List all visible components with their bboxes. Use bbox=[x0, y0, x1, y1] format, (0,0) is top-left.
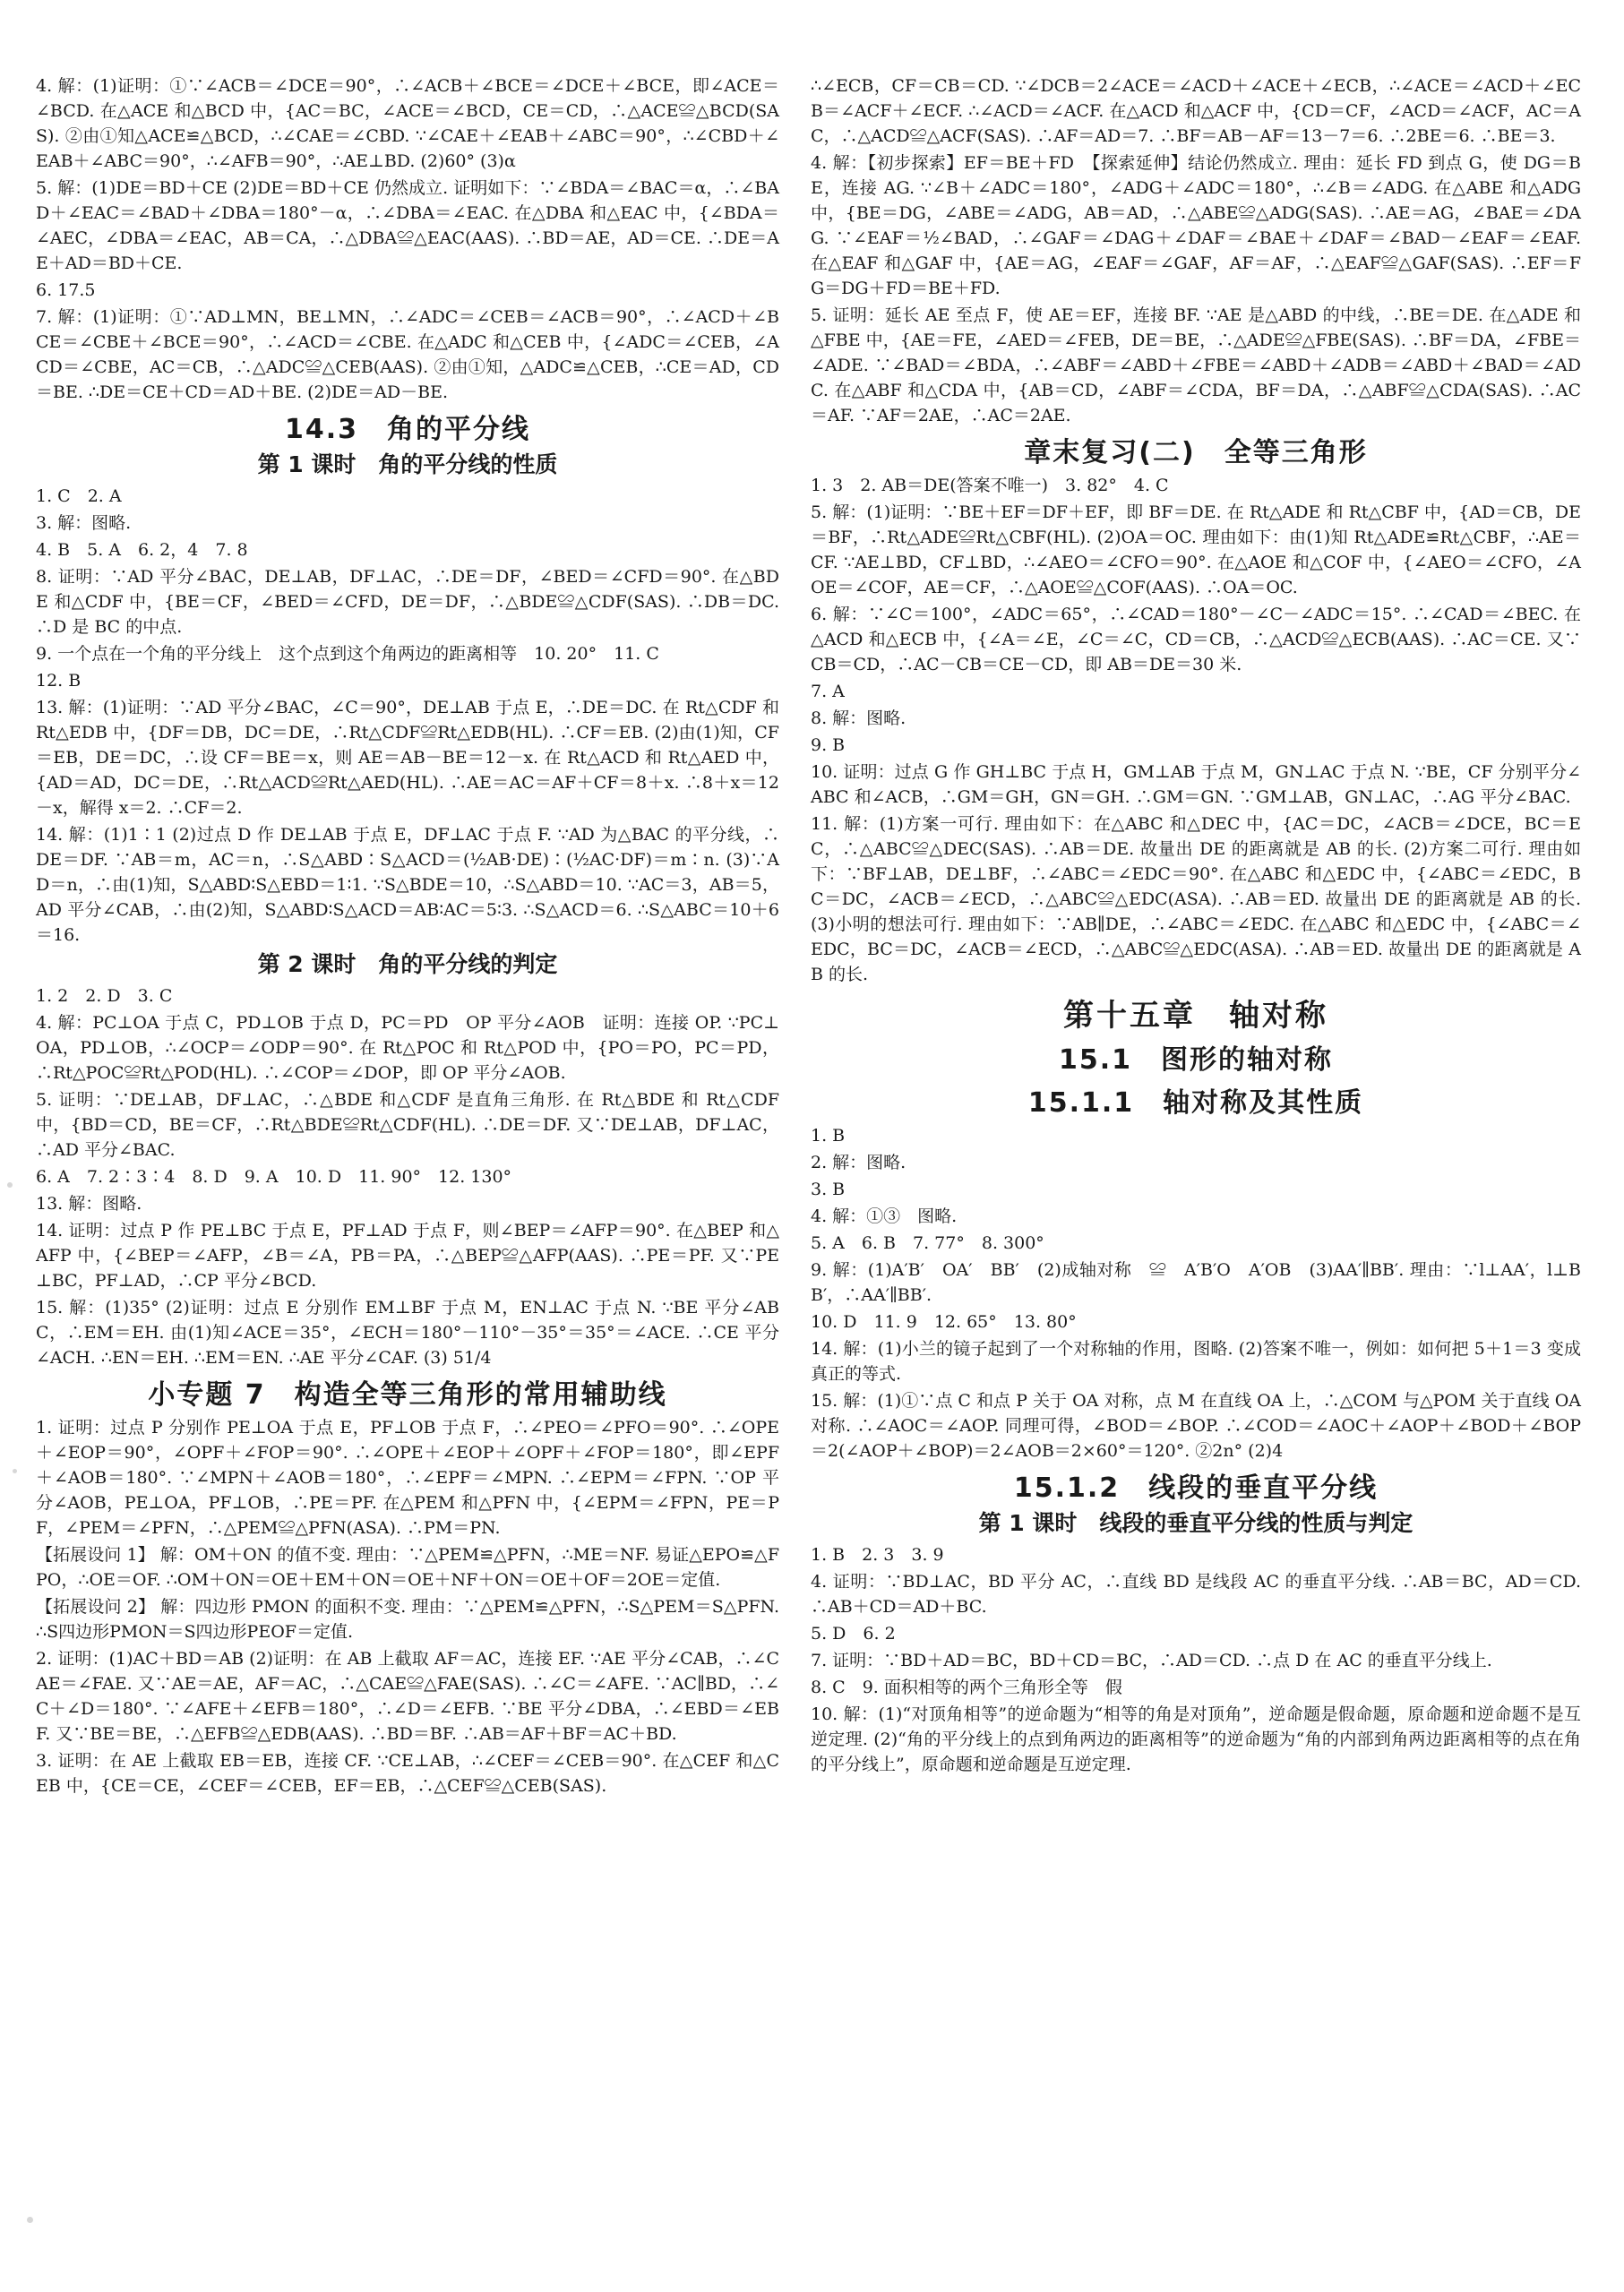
answer-entry: 5. 证明：∵DE⊥AB，DF⊥AC，∴△BDE 和△CDF 是直角三角形. 在 Rt△BDE 和 Rt△CDF 中，{BD＝CD，BE＝CF，∴Rt△BDE≌Rt△CDF(HL). ∴DE＝DF. 又∵DE⊥AB，DF⊥AC，∴AD 平分∠BAC. bbox=[36, 1090, 786, 1160]
answer-entry: 10. 解：(1)“对顶角相等”的逆命题为“相等的角是对顶角”，逆命题是假命题，原命题和逆命题不是互逆定理. (2)“角的平分线上的点到角两边的距离相等”的逆命题为“角的内部到角两边距离相等的点在角的平分线上”，原命题和逆命题是互逆定理. bbox=[811, 1704, 1581, 1774]
answer-entry: 5. 证明：延长 AE 至点 F，使 AE＝EF，连接 BF. ∵AE 是△ABD 的中线，∴BE＝DE. 在△ADE 和△FBE 中，{AE＝FE，∠AED＝∠FEB，DE＝BE，∴△ADE≌△FBE(SAS). ∴BF＝DA，∠FBE＝∠ADE. ∵∠BAD＝∠BDA，∴∠ABF＝∠ABD＋∠FBE＝∠ABD＋∠ADB＝∠ABD＋∠BAD＝∠ADC. 在△ABF 和△CDA 中，{AB＝CD，∠ABF＝∠CDA，BF＝DA，∴△ABF≌△CDA(SAS). ∴AC＝AF. ∵AF＝2AE，∴AC＝2AE. bbox=[811, 305, 1581, 425]
answer-entry: 7. 证明：∵BD＋AD＝BC，BD＋CD＝BC，∴AD＝CD. ∴点 D 在 AC 的垂直平分线上. bbox=[811, 1651, 1492, 1670]
answer-entry: 13. 解：(1)证明：∵AD 平分∠BAC，∠C＝90°，DE⊥AB 于点 E，∴DE＝DC. 在 Rt△CDF 和 Rt△EDB 中，{DF＝DB，DC＝DE，∴Rt△CDF≌Rt△EDB(HL). ∴CF＝EB. (2)由(1)知，CF＝EB，DE＝DC，∴设 CF＝BE＝x，则 AE＝AB－BE＝12－x. 在 Rt△ACD 和 Rt△AED 中，{AD＝AD，DC＝DE，∴Rt△ACD≌Rt△AED(HL). ∴AE＝AC＝AF＋CF＝8＋x. ∴8＋x＝12－x，解得 x＝2. ∴CF＝2. bbox=[36, 698, 786, 818]
section-title: 15.1 图形的轴对称 bbox=[1058, 1044, 1334, 1076]
answer-entry: 7. 解：(1)证明：①∵AD⊥MN，BE⊥MN，∴∠ADC＝∠CEB＝∠ACB＝90°，∴∠ACD＋∠BCE＝∠CBE＋∠BCE＝90°，∴∠ACD＝∠CBE. 在△ADC 和△CEB 中，{∠ADC＝∠CEB，∠ACD＝∠CBE，AC＝CB，∴△ADC≌△CEB(AAS). ②由①知，△ADC≌△CEB，∴CE＝AD，CD＝BE. ∴DE＝CE＋CD＝AD＋BE. (2)DE＝AD－BE. bbox=[36, 307, 779, 402]
section-title: 小专题 7 构造全等三角形的常用辅助线 bbox=[148, 1379, 667, 1411]
answer-entry: 5. A 6. B 7. 77° 8. 300° bbox=[811, 1233, 1044, 1253]
answer-entry: 14. 解：(1)1∶1 (2)过点 D 作 DE⊥AB 于点 E，DF⊥AC 于点 F. ∵AD 为△BAC 的平分线，∴DE＝DF. ∵AB＝m，AC＝n，∴S△ABD∶S△ACD＝(½AB·DE)∶(½AC·DF)＝m∶n. (3)∵AD＝n，∴由(1)知，S△ABD∶S△EBD＝1∶1. ∵S△BDE＝10，∴S△ABD＝10. ∵AC＝3，AB＝5，AD 平分∠CAB，∴由(2)知，S△ABD∶S△ACD＝AB∶AC＝5∶3. ∴S△ACD＝6. ∴S△ABC＝10＋6＝16. bbox=[36, 825, 779, 945]
answer-entry: 14. 解：(1)小兰的镜子起到了一个对称轴的作用，图略. (2)答案不唯一，例如：如何把 5＋1＝3 变成真正的等式. bbox=[811, 1339, 1581, 1384]
chapter-title: 第十五章 轴对称 bbox=[1063, 998, 1328, 1034]
answer-entry: 7. A bbox=[811, 682, 845, 701]
answer-entry: 8. C 9. 面积相等的两个三角形全等 假 bbox=[811, 1678, 1122, 1697]
answer-entry: 3. 解：图略. bbox=[36, 513, 132, 533]
answer-entry: 【拓展设问 2】 解：四边形 PMON 的面积不变. 理由：∵△PEM≌△PFN，∴S△PEM＝S△PFN. ∴S四边形PMON＝S四边形PEOF＝定值. bbox=[36, 1597, 786, 1642]
answer-entry: 5. 解：(1)DE＝BD＋CE (2)DE＝BD＋CE 仍然成立. 证明如下：∵∠BDA＝∠BAC＝α，∴∠BAD＋∠EAC＝∠BAD＋∠DBA＝180°－α，∴∠DBA＝∠EAC. 在△DBA 和△EAC 中，{∠BDA＝∠AEC，∠DBA＝∠EAC，AB＝CA，∴△DBA≌△EAC(AAS). ∴BD＝AE，AD＝CE. ∴DE＝AE＋AD＝BD＋CE. bbox=[36, 178, 779, 273]
answer-entry: 10. D 11. 9 12. 65° 13. 80° bbox=[811, 1312, 1077, 1332]
answer-entry: 6. 17.5 bbox=[36, 280, 96, 300]
answer-entry: 8. 证明：∵AD 平分∠BAC，DE⊥AB，DF⊥AC，∴DE＝DF，∠BED＝∠CFD＝90°. 在△BDE 和△CDF 中，{BE＝CF，∠BED＝∠CFD，DE＝DF，∴△BDE≌△CDF(SAS). ∴DB＝DC. ∴D 是 BC 的中点. bbox=[36, 567, 786, 637]
answer-entry: 11. 解：(1)方案一可行. 理由如下：在△ABC 和△DEC 中，{AC＝DC，∠ACB＝∠DCE，BC＝EC，∴△ABC≌△DEC(SAS). ∴AB＝DE. 故量出 DE 的距离就是 AB 的长. (2)方案二可行. 理由如下：∵BF⊥AB，DE⊥BF，∴∠ABC＝∠EDC＝90°. 在△ABC 和△EDC 中，{∠ABC＝∠EDC，BC＝DC，∠ACB＝∠ECD，∴△ABC≌△EDC(ASA). ∴AB＝ED. 故量出 DE 的距离就是 AB 的长. (3)小明的想法可行. 理由如下：∵AB∥DE，∴∠ABC＝∠EDC. 在△ABC 和△EDC 中，{∠ABC＝∠EDC，BC＝DC，∠ACB＝∠ECD，∴△ABC≌△EDC(ASA). ∴AB＝ED. 故量出 DE 的距离就是 AB 的长. bbox=[811, 814, 1587, 984]
section-title: 章末复习(二) 全等三角形 bbox=[1024, 437, 1368, 468]
answer-entry: 1. B 2. 3 3. 9 bbox=[811, 1545, 944, 1565]
answer-entry: 4. 解：PC⊥OA 于点 C，PD⊥OB 于点 D，PC＝PD OP 平分∠AOB 证明：连接 OP. ∵PC⊥OA，PD⊥OB，∴∠OCP＝∠ODP＝90°. 在 Rt△POC 和 Rt△POD 中，{PO＝PO，PC＝PD，∴Rt△POC≌Rt△POD(HL). ∴∠COP＝∠DOP，即 OP 平分∠AOB. bbox=[36, 1013, 779, 1083]
section-title: 15.1.1 轴对称及其性质 bbox=[1027, 1087, 1364, 1119]
answer-entry: 【拓展设问 1】 解：OM＋ON 的值不变. 理由：∵△PEM≌△PFN，∴ME＝NF. 易证△EPO≌△FPO，∴OE＝OF. ∴OM＋ON＝OE＋EM＋ON＝OE＋NF＋ON＝OE＋OF＝2OE＝定值. bbox=[36, 1545, 779, 1590]
answer-entry: 5. D 6. 2 bbox=[811, 1624, 896, 1644]
answer-entry: 3. B bbox=[811, 1180, 846, 1199]
answer-entry: 4. B 5. A 6. 2，4 7. 8 bbox=[36, 540, 248, 560]
answer-entry: 15. 解：(1)①∵点 C 和点 P 关于 OA 对称，点 M 在直线 OA 上，∴△COM 与△POM 关于直线 OA 对称. ∴∠AOC＝∠AOP. 同理可得，∠BOD＝∠BOP. ∴∠COD＝∠AOC＋∠AOP＋∠BOD＋∠BOP＝2(∠AOP＋∠BOP)＝2∠AOB＝2×60°＝120°. ②2n° (2)4 bbox=[811, 1391, 1587, 1461]
answer-entry: 1. 2 2. D 3. C bbox=[36, 986, 173, 1006]
answer-entry: 6. 解：∵∠C＝100°，∠ADC＝65°，∴∠CAD＝180°－∠C－∠ADC＝15°. ∴∠CAD＝∠BEC. 在△ACD 和△ECB 中，{∠A＝∠E，∠C＝∠C，CD＝CB，∴△ACD≌△ECB(AAS). ∴AC＝CE. 又∵CB＝CD，∴AC－CB＝CE－CD，即 AB＝DE＝30 米. bbox=[811, 605, 1581, 674]
answer-entry: ∴∠ECB，CF＝CB＝CD. ∵∠DCB＝2∠ACE＝∠ACD＋∠ACE＋∠ECB，∴∠ACE＝∠ACD＋∠ECB＝∠ACF＋∠ECF. ∴∠ACD＝∠ACF. 在△ACD 和△ACF 中，{CD＝CF，∠ACD＝∠ACF，AC＝AC，∴△ACD≌△ACF(SAS). ∴AF＝AD＝7. ∴BF＝AB－AF＝13－7＝6. ∴2BE＝6. ∴BE＝3. bbox=[811, 76, 1581, 146]
answer-entry: 2. 解：图略. bbox=[811, 1153, 907, 1172]
answer-entry: 3. 证明：在 AE 上截取 EB＝EB，连接 CF. ∵CE⊥AB，∴∠CEF＝∠CEB＝90°. 在△CEF 和△CEB 中，{CE＝CE，∠CEF＝∠CEB，EF＝EB，∴△CEF≌△CEB(SAS). bbox=[36, 1751, 779, 1796]
answer-entry: 1. 3 2. AB＝DE(答案不唯一) 3. 82° 4. C bbox=[811, 476, 1169, 495]
answer-entry: 4. 解：(1)证明：①∵∠ACB＝∠DCE＝90°，∴∠ACB＋∠BCE＝∠DCE＋∠BCE，即∠ACE＝∠BCD. 在△ACE 和△BCD 中，{AC＝BC，∠ACE＝∠BCD，CE＝CD，∴△ACE≌△BCD(SAS). ②由①知△ACE≌△BCD，∴∠CAE＝∠CBD. ∵∠CAE＋∠EAB＋∠ABC＝90°，∴∠CBD＋∠EAB＋∠ABC＝90°，∴∠AFB＝90°，∴AE⊥BD. (2)60° (3)α bbox=[36, 76, 779, 171]
answer-entry: 9. B bbox=[811, 735, 846, 755]
left-column bbox=[36, 73, 786, 1800]
answer-entry: 10. 证明：过点 G 作 GH⊥BC 于点 H，GM⊥AB 于点 M，GN⊥AC 于点 N. ∵BE，CF 分别平分∠ABC 和∠ACB，∴GM＝GH，GN＝GH. ∴GM＝GN. ∵GM⊥AB，GN⊥AC，∴AG 平分∠BAC. bbox=[811, 762, 1581, 807]
answer-entry: 15. 解：(1)35° (2)证明：过点 E 分别作 EM⊥BF 于点 M，EN⊥AC 于点 N. ∵BE 平分∠ABC，∴EM＝EH. 由(1)知∠ACE＝35°，∠ECH＝180°－110°－35°＝35°＝∠ACE. ∴CE 平分∠ACH. ∴EN＝EH. ∴EM＝EN. ∴AE 平分∠CAF. (3) 51/4 bbox=[36, 1298, 779, 1368]
right-column bbox=[811, 73, 1587, 1779]
lesson-title: 第 2 课时 角的平分线的判定 bbox=[257, 951, 558, 977]
answer-entry: 1. 证明：过点 P 分别作 PE⊥OA 于点 E，PF⊥OB 于点 F，∴∠PEO＝∠PFO＝90°. ∴∠OPE＋∠EOP＝90°，∠OPF＋∠FOP＝90°. ∴∠OPE＋∠EOP＋∠OPF＋∠FOP＝180°，即∠EPF＋∠AOB＝180°. ∵∠MPN＋∠AOB＝180°，∴∠EPF＝∠MPN. ∴∠EPM＝∠FPN. ∵OP 平分∠AOB，PE⊥OA，PF⊥OB，∴PE＝PF. 在△PEM 和△PFN 中，{∠EPM＝∠FPN，PE＝PF，∠PEM＝∠PFN，∴△PEM≌△PFN(ASA). ∴PM＝PN. bbox=[36, 1418, 779, 1538]
answer-entry: 4. 解：①③ 图略. bbox=[811, 1206, 958, 1226]
answer-entry: 4. 解：【初步探索】EF＝BE＋FD 【探索延伸】结论仍然成立. 理由：延长 FD 到点 G，使 DG＝BE，连接 AG. ∵∠B＋∠ADC＝180°，∠ADG＋∠ADC＝180°，∴∠B＝∠ADG. 在△ABE 和△ADG 中，{BE＝DG，∠ABE＝∠ADG，AB＝AD，∴△ABE≌△ADG(SAS). ∴AE＝AG，∠BAE＝∠DAG. ∵∠EAF＝½∠BAD，∴∠GAF＝∠DAG＋∠DAF＝∠BAE＋∠DAF＝∠BAD－∠EAF＝∠EAF. 在△EAF 和△GAF 中，{AE＝AG，∠EAF＝∠GAF，AF＝AF，∴△EAF≌△GAF(SAS). ∴EF＝FG＝DG＋FD＝BE＋FD. bbox=[811, 153, 1587, 298]
scan-speck bbox=[27, 2217, 33, 2223]
answer-entry: 9. 解：(1)A′B′ OA′ BB′ (2)成轴对称 ≌ A′B′O A′OB (3)AA′∥BB′. 理由：∵l⊥AA′，l⊥BB′，∴AA′∥BB′. bbox=[811, 1260, 1581, 1305]
answer-entry: 4. 证明：∵BD⊥AC，BD 平分 AC，∴直线 BD 是线段 AC 的垂直平分线. ∴AB＝BC，AD＝CD. ∴AB＋CD＝AD＋BC. bbox=[811, 1572, 1587, 1617]
answer-entry: 6. A 7. 2∶3∶4 8. D 9. A 10. D 11. 90° 12. 130° bbox=[36, 1167, 512, 1187]
answer-entry: 14. 证明：过点 P 作 PE⊥BC 于点 E，PF⊥AD 于点 F，则∠BEP＝∠AFP＝90°. 在△BEP 和△AFP 中，{∠BEP＝∠AFP，∠B＝∠A，PB＝PA，∴△BEP≌△AFP(AAS). ∴PE＝PF. 又∵PE⊥BC，PF⊥AD，∴CP 平分∠BCD. bbox=[36, 1221, 779, 1291]
answer-entry: 12. B bbox=[36, 671, 82, 691]
answer-entry: 8. 解：图略. bbox=[811, 708, 907, 728]
section-title: 15.1.2 线段的垂直平分线 bbox=[1013, 1472, 1379, 1504]
answer-entry: 9. 一个点在一个角的平分线上 这个点到这个角两边的距离相等 10. 20° 11. C bbox=[36, 644, 659, 664]
answer-entry: 1. C 2. A bbox=[36, 486, 122, 506]
scan-speck bbox=[13, 1469, 17, 1473]
scan-speck bbox=[7, 1182, 13, 1188]
lesson-title: 第 1 课时 线段的垂直平分线的性质与判定 bbox=[978, 1510, 1413, 1536]
answer-entry: 1. B bbox=[811, 1126, 846, 1146]
answer-entry: 5. 解：(1)证明：∵BE＋EF＝DF＋EF，即 BF＝DE. 在 Rt△ADE 和 Rt△CBF 中，{AD＝CB，DE＝BF，∴Rt△ADE≌Rt△CBF(HL). (2)OA＝OC. 理由如下：由(1)知 Rt△ADE≌Rt△CBF，∴AE＝CF. ∵AE⊥BD，CF⊥BD，∴∠AEO＝∠CFO＝90°. 在△AOE 和△COF 中，{∠AEO＝∠CFO，∠AOE＝∠COF，AE＝CF，∴△AOE≌△COF(AAS). ∴OA＝OC. bbox=[811, 502, 1581, 597]
answer-entry: 13. 解：图略. bbox=[36, 1194, 142, 1214]
lesson-title: 第 1 课时 角的平分线的性质 bbox=[257, 451, 558, 477]
answer-entry: 2. 证明：(1)AC＋BD＝AB (2)证明：在 AB 上截取 AF＝AC，连接 EF. ∵AE 平分∠CAB，∴∠CAE＝∠FAE. 又∵AE＝AE，AF＝AC，∴△CAE≌△FAE(SAS). ∴∠C＝∠AFE. ∵AC∥BD，∴∠C＋∠D＝180°. ∵∠AFE＋∠EFB＝180°，∴∠D＝∠EFB. ∵BE 平分∠DBA，∴∠EBD＝∠EBF. 又∵BE＝BE，∴△EFB≌△EDB(AAS). ∴BD＝BF. ∴AB＝AF＋BF＝AC＋BD. bbox=[36, 1649, 779, 1744]
section-title: 14.3 角的平分线 bbox=[284, 414, 531, 445]
